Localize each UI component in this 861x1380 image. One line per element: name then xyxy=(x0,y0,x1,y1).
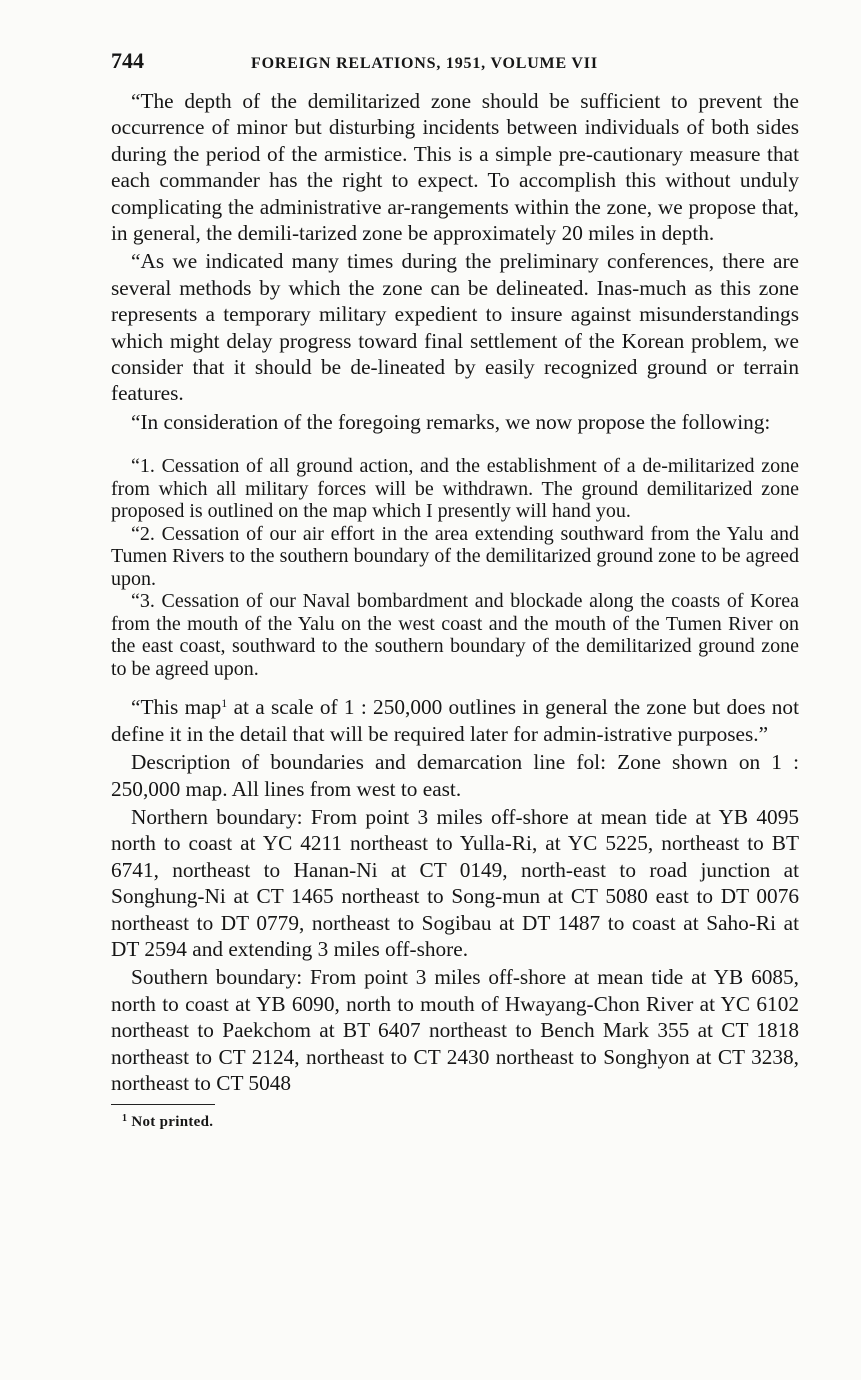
footnote xyxy=(122,1113,799,1131)
footnote-text: Not printed. xyxy=(131,1114,214,1131)
map-text-after-ref: at a scale of 1 : 250,000 outlines in general the zone but does not define it in the detail that will be required later for admin-istrative purposes.” xyxy=(111,695,799,746)
footnote-reference: 1 xyxy=(221,696,228,711)
proposal-item-3: “3. Cessation of our Naval bombardment and blockade along the coasts of Korea from the mouth of the Yalu on the west coast and the mouth of the Tumen River on the east coast, southward to the southern boundary of the demilitarized ground zone to be agreed upon. xyxy=(111,590,799,680)
paragraph-southern-boundary: Southern boundary: From point 3 miles off-shore at mean tide at YB 6085, north to coast at YB 6090, north to mouth of Hwayang-Chon River at YC 6102 northeast to Paekchom at BT 6407 northeast to Bench Mark 355 at CT 1818 northeast to CT 2124, northeast to CT 2430 northeast to Songhyon at CT 3238, northeast to CT 5048 xyxy=(111,965,799,1095)
running-title: FOREIGN RELATIONS, 1951, VOLUME VII xyxy=(251,55,598,72)
paragraph-proposal-intro: “In consideration of the foregoing remarks, we now propose the following: xyxy=(131,409,771,434)
main-text xyxy=(111,88,799,1096)
proposal-quote-block xyxy=(111,455,799,680)
proposal-item-1: “1. Cessation of all ground action, and the establishment of a de-militarized zone from which all military forces will be withdrawn. The ground demilitarized zone proposed is outlined on the map which I presently will hand you. xyxy=(111,455,799,523)
paragraph-delineation-methods: “As we indicated many times during the preliminary conferences, there are several methods by which the zone can be delineated. Inas-much as this zone represents a temporary military expedient to insure against misunderstandings which might delay progress toward final settlement of the Korean problem, we consider that it should be de-lineated by easily recognized ground or terrain features. xyxy=(111,249,799,406)
proposal-item-2: “2. Cessation of our air effort in the area extending southward from the Yalu and Tumen Rivers to the southern boundary of the demilitarized ground zone to be agreed upon. xyxy=(111,522,799,590)
paragraph-depth-of-zone: “The depth of the demilitarized zone should be sufficient to prevent the occurrence of minor but disturbing incidents between individuals of both sides during the period of the armistice. This is a simple pre-cautionary measure that each commander has the right to expect. To accomplish this without unduly complicating the administrative ar-rangements within the zone, we propose that, in general, the demili-tarized zone be approximately 20 miles in depth. xyxy=(111,89,799,246)
document-page xyxy=(111,48,799,1131)
running-header xyxy=(111,48,799,88)
page-number: 744 xyxy=(111,48,144,73)
map-text-before-ref: “This map xyxy=(131,695,222,720)
footnote-divider xyxy=(111,1104,215,1105)
footnote-mark: 1 xyxy=(122,1113,128,1125)
paragraph-northern-boundary: Northern boundary: From point 3 miles off-shore at mean tide at YB 4095 north to coast at YC 4211 northeast to Yulla-Ri, at YC 5225, northeast to BT 6741, northeast to Hanan-Ni at CT 0149, north-east to road junction at Songhung-Ni at CT 1465 northeast to Song-mun at CT 5080 east to DT 0076 northeast to DT 0779, northeast to Sogibau at DT 1487 to coast at Saho-Ri at DT 2594 and extending 3 miles off-shore. xyxy=(111,804,799,961)
paragraph-boundary-description: Description of boundaries and demarcation line fol: Zone shown on 1 : 250,000 map. All lines from west to east. xyxy=(111,750,799,801)
paragraph-map-scale xyxy=(111,694,799,747)
